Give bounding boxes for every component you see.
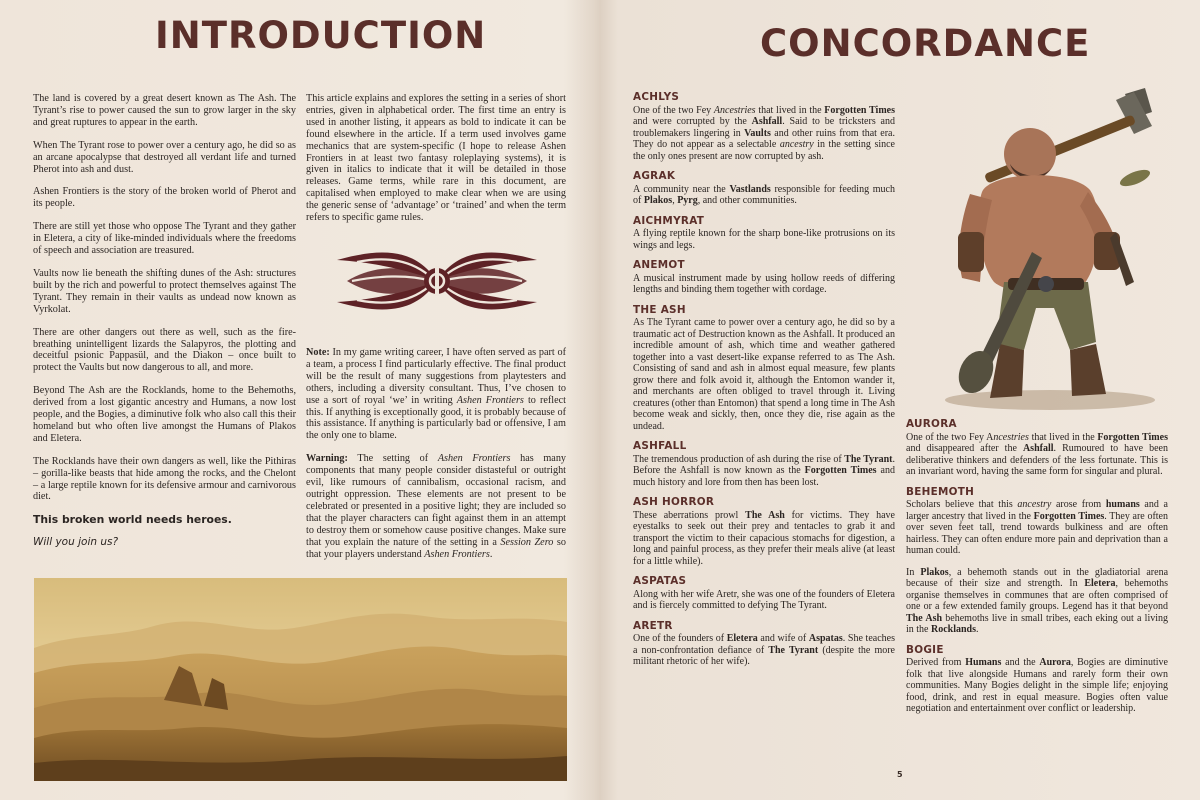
concordance-column-1 bbox=[633, 92, 895, 677]
entry-text: A flying reptile known for the sharp bone-like protrusions on its wings and legs. bbox=[633, 228, 895, 251]
warning-italic: Session Zero bbox=[500, 536, 554, 548]
entry-achlys bbox=[633, 92, 895, 162]
entry-heading: ASPATAS bbox=[633, 575, 687, 587]
entry-aspatas bbox=[633, 576, 895, 612]
entry-text: One of the two Fey Ancestries that lived in the Forgotten Times and disappeared after the Ashfall. Rumoured to have been deliberative thinkers and defenders of the less fortunate. This is an invariant word, having the same form for singular and plural. bbox=[906, 431, 1168, 477]
note-text: In my game writing career, I have often served as part of a team, a process I find particularly effective. The final product will be the result of many suggestions from playtesters and others, including a diversity consultant. Thus, I’ve chosen to use a sort of royal ‘we’ in writing bbox=[306, 347, 566, 406]
intro-column-1 bbox=[33, 93, 296, 560]
warning-text: . bbox=[489, 548, 493, 560]
right-page bbox=[600, 0, 1200, 800]
entry-heading: AGRAK bbox=[633, 170, 676, 182]
intro-notes-column bbox=[306, 347, 566, 571]
page-title: CONCORDANCE bbox=[760, 22, 1091, 65]
note-paragraph bbox=[306, 347, 566, 442]
entry-heading: ANEMOT bbox=[633, 259, 685, 271]
entry-agrak bbox=[633, 171, 895, 207]
entry-behemoth bbox=[906, 487, 1168, 636]
entry-aretr bbox=[633, 621, 895, 668]
desert-landscape-illustration bbox=[34, 578, 567, 781]
note-italic: Ashen Frontiers bbox=[456, 394, 524, 406]
entry-text: A musical instrument made by using hollow reeds of differing lengths and binding them together with cordage. bbox=[633, 272, 895, 295]
entry-anemot bbox=[633, 260, 895, 296]
entry-heading: BOGIE bbox=[906, 643, 944, 656]
paragraph: The land is covered by a great desert known as The Ash. The Tyrant’s rise to power caused the sun to grow larger in the sky and great ruptures to appear in the earth. bbox=[33, 93, 296, 128]
entry-aurora bbox=[906, 419, 1168, 478]
entry-text: In Plakos, a behemoth stands out in the gladiatorial arena because of their size and strength. In Eletera, behemoths organise themselves in communes that are often comprised of one or a few extended family groups. Legend has it that beyond The Ash behemoths live in small tribes, each eking out a living in the Rocklands. bbox=[906, 566, 1169, 635]
entry-text: These aberrations prowl The Ash for victims. They have eyestalks to seek out their prey and tentacles to grab it and transport the victim to their capacious stomachs for digestion, a long and painful process, as they prefer their meals alive (at least for a little while). bbox=[633, 509, 895, 567]
heroes-callout: This broken world needs heroes. bbox=[33, 513, 232, 527]
entry-text: Scholars believe that this ancestry arose from humans and a larger ancestry that lived in the Forgotten Times. They are often over seven feet tall, trend towards bulkiness and are often hairless. They can often endure more pain and deprivation than a human could. bbox=[906, 499, 1168, 556]
entry-heading: ASH HORROR bbox=[633, 496, 715, 508]
entry-heading: ACHLYS bbox=[633, 91, 680, 103]
entry-text: A community near the Vastlands responsible for feeding much of Plakos, Pyrg, and other communities. bbox=[633, 183, 895, 206]
paragraph: There are still yet those who oppose The Tyrant and they gather in Eletera, a city of like-minded individuals where the freedoms of speech and association are treasured. bbox=[33, 221, 296, 257]
entry-heading: BEHEMOTH bbox=[906, 485, 975, 498]
warning-label: Warning: bbox=[306, 453, 348, 465]
paragraph: Ashen Frontiers is the story of the broken world of Pherot and its people. bbox=[33, 186, 296, 210]
entry-text: One of the two Fey Ancestries that lived in the Forgotten Times and were corrupted by the Ashfall. Said to be tricksters and troublemakers lingering in Vaults and other ruins from that era. They do not appear as a selectable ancestry in the setting since the only ones present are now corrupted by ash. bbox=[633, 104, 895, 162]
entry-heading: THE ASH bbox=[633, 303, 686, 316]
entry-text: Along with her wife Aretr, she was one of the founders of Eletera and is fiercely committed to defying The Tyrant. bbox=[633, 588, 895, 611]
entry-heading: ASHFALL bbox=[633, 440, 687, 452]
join-callout: Will you join us? bbox=[33, 536, 119, 549]
page-title: INTRODUCTION bbox=[155, 14, 487, 57]
paragraph: There are other dangers out there as well, such as the fire-breathing unintelligent lizards the Salapyros, the plotting and deceitful psionic Pappasül, and the Diakon – once built to protect the Vaults but now dangerous to all, and more. bbox=[33, 326, 296, 374]
warning-italic: Ashen Frontiers bbox=[424, 548, 490, 560]
behemoth-warrior-illustration bbox=[920, 82, 1180, 412]
entry-heading: AICHMYRAT bbox=[633, 214, 705, 227]
entry-text: As The Tyrant came to power over a century ago, he did so by a traumatic act of Destruction known as the Ashfall. It produced an incredible amount of ash, which time and weather gathered together into a vast desert-like expanse referred to as The Ash. Consisting of sand and ash in almost equal measure, few plants grow there and folk avoid it, although the Entomon wander it, and merchants are often obliged to travel through it. Living creatures (other than Entomon) that spend a long time in The Ash become weak and sickly, then, once they die, rise again as the undead. bbox=[633, 317, 895, 432]
entry-text: The tremendous production of ash during the rise of The Tyrant. Before the Ashfall is now known as the Forgotten Times and much history and lore from then has been lost. bbox=[633, 453, 895, 488]
entry-text: Derived from Humans and the Aurora, Bogies are diminutive folk that live alongside Humans and rarely form their own communities. Many Bogies delight in the simple life; enjoying food, drink, and rest in equal measure. Bogies often value negotiation and entertainment over conflict or leadership. bbox=[906, 657, 1168, 714]
concordance-column-2 bbox=[906, 419, 1168, 724]
paragraph: Beyond The Ash are the Rocklands, home to the Behemoths, derived from a lost gigantic ancestry and Humans, a now lost people, and the Bogies, a diminutive folk who also call this their homeland but who often live amongst the Humans of Plakos and Eletera. bbox=[33, 385, 296, 444]
note-text: to reflect this. If anything is exceptionally good, it is probably because of this assistance. If anything is particularly bad or offensive, I am the only one to blame. bbox=[306, 394, 567, 442]
paragraph: This article explains and explores the setting in a series of short entries, given in alphabetical order. The first time an entry is used in another listing, it appears as bold to indicate it can be found elsewhere in the article. If a term used involves game mechanics that are system-specific (I hope to release Ashen Frontiers in at least two fantasy roleplaying systems), it is given in italics to indicate that it will be detailed in those releases. Game terms, while rare in this document, are capitalised when employed to make clear when we are using the generic sense of ‘advantage’ or ‘trained’ and when the term refers to specific game rules. bbox=[306, 93, 566, 224]
entry-aichmyrat bbox=[633, 216, 895, 252]
paragraph: The Rocklands have their own dangers as well, like the Pithiras – gorilla-like beasts that hide among the rocks, and the Chelont – a large reptile known for its defensive armour and carnivorous diet. bbox=[33, 455, 296, 503]
paragraph: When The Tyrant rose to power over a century ago, he did so as an arcane apocalypse that destroyed all verdant life and turned Pherot into ash and dust. bbox=[33, 139, 296, 175]
entry-text: One of the founders of Eletera and wife of Aspatas. She teaches a non-confrontation defiance of The Tyrant (despite the more militant rhetoric of her wife). bbox=[633, 633, 895, 667]
note-label: Note: bbox=[306, 347, 330, 358]
warning-italic: Ashen Frontiers bbox=[437, 453, 511, 465]
entry-the-ash bbox=[633, 305, 895, 433]
warning-text: The setting of bbox=[347, 453, 438, 465]
page-number: 5 bbox=[897, 770, 903, 779]
entry-bogie bbox=[906, 645, 1168, 715]
entry-ashfall bbox=[633, 441, 895, 488]
entry-heading: AURORA bbox=[906, 418, 957, 430]
decorative-ornament-icon bbox=[332, 246, 542, 316]
warning-paragraph bbox=[306, 453, 566, 560]
entry-heading: ARETR bbox=[633, 619, 673, 632]
intro-column-2 bbox=[306, 93, 566, 235]
warning-text: so that your players understand bbox=[306, 536, 566, 560]
paragraph: Vaults now lie beneath the shifting dunes of the Ash: structures built by the rich and powerful to protect themselves against The Tyrant. They remain in their vaults as undead now known as Vyrkolat. bbox=[33, 267, 296, 315]
entry-ash-horror bbox=[633, 497, 895, 567]
warning-text: has many components that many people consider distasteful or outright evil, like rumours of cannibalism, occasional racism, and outright oppression. These elements are not present to be celebrated or presented in a positive light; they are included so that the player characters can fight against them in an attempt to destroy them or somehow cause positive changes. Make sure that you explain the nature of the setting in a bbox=[306, 453, 567, 548]
